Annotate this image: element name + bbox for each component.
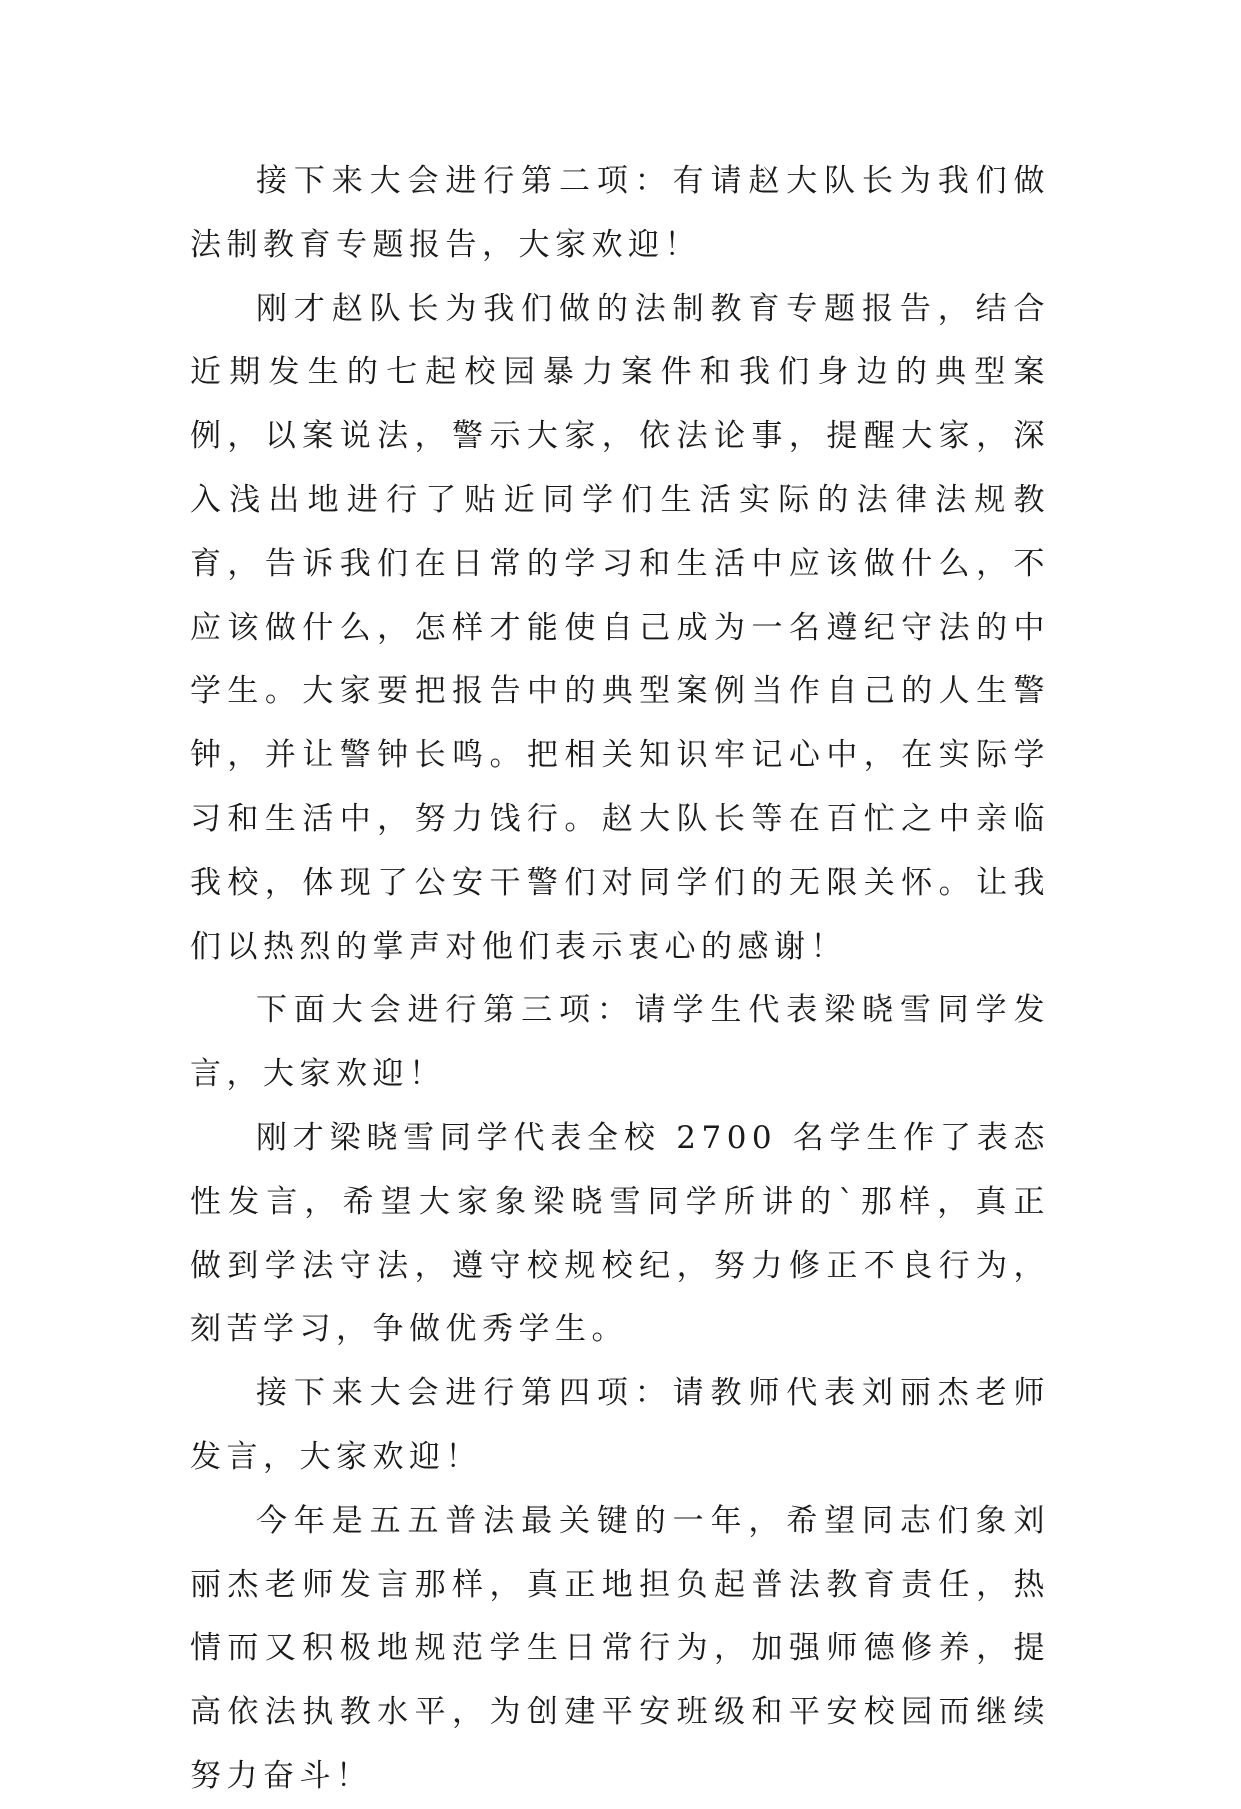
paragraph: 接下来大会进行第二项：有请赵大队长为我们做法制教育专题报告，大家欢迎！ <box>190 163 1050 263</box>
paragraph: 刚才赵队长为我们做的法制教育专题报告，结合近期发生的七起校园暴力案件和我们身边的典型案例，以案说法，警示大家，依法论事，提醒大家，深入浅出地进行了贴近同学们生活实际的法律法规教育，告诉我们在日常的学习和生活中应该做什么，不应该做什么，怎样才能使自己成为一名遵纪守法的中学生。大家要把报告中的典型案例当作自己的人生警钟，并让警钟长鸣。把相关知识牢记心中，在实际学习和生活中，努力饯行。赵大队长等在百忙之中亲临我校，体现了公安干警们对同学们的无限关怀。让我们以热烈的掌声对他们表示衷心的感谢！ <box>190 290 1050 965</box>
paragraph: 今年是五五普法最关键的一年，希望同志们象刘丽杰老师发言那样，真正地担负起普法教育责任，热情而又积极地规范学生日常行为，加强师德修养，提高依法执教水平，为创建平安班级和平安校园而继续努力奋斗！ <box>190 1502 1050 1794</box>
paragraph: 刚才梁晓雪同学代表全校 2700 名学生作了表态性发言，希望大家象梁晓雪同学所讲的`那样，真正做到学法守法，遵守校规校纪，努力修正不良行为，刻苦学习，争做优秀学生。 <box>190 1119 1050 1348</box>
paragraph: 接下来大会进行第四项：请教师代表刘丽杰老师发言，大家欢迎！ <box>190 1375 1050 1475</box>
paragraph: 下面大会进行第三项：请学生代表梁晓雪同学发言，大家欢迎！ <box>190 992 1050 1093</box>
document-body <box>190 150 1050 1809</box>
